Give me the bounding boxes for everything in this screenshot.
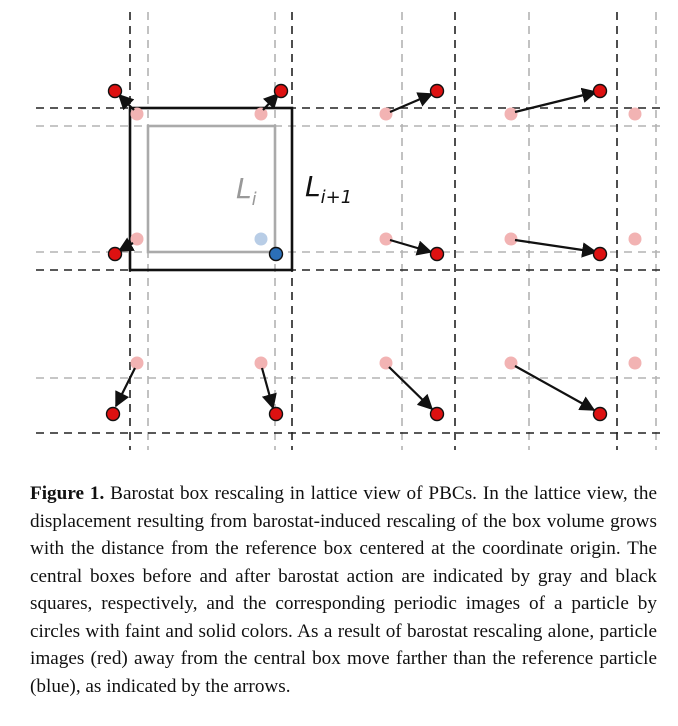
caption-text: Barostat box rescaling in lattice view of PBCs. In the lattice view, the displacement resulting from barostat-induced rescaling of the box volume grows with the distance from the reference box centered at the coordinate origin. The central boxes before and after barostat action are indicated by gray and black squares, respectively, and the corresponding periodic images of a particle by circles with faint and solid colors. As a result of barostat rescaling alone, particle images (red) away from the central box move farther than the reference particle (blue), as indicated by the arrows. <box>30 483 657 697</box>
displacement-arrow <box>262 368 273 408</box>
faint-particle <box>629 108 642 121</box>
faint-particle <box>629 357 642 370</box>
displacement-arrow <box>116 368 135 406</box>
particle-image <box>594 85 607 98</box>
particle-image <box>431 248 444 261</box>
faint-particles <box>131 108 642 370</box>
particle-image <box>109 85 122 98</box>
figure-caption <box>30 480 657 700</box>
outer-box-after <box>130 108 292 270</box>
displacement-arrow <box>390 240 431 252</box>
particle-image <box>594 248 607 261</box>
caption-label: Figure 1. <box>30 483 105 504</box>
label-outer-box: $L_{i+1}$ <box>305 170 353 208</box>
displacement-arrow <box>390 94 432 112</box>
faint-particle <box>505 108 518 121</box>
particle-image <box>275 85 288 98</box>
particle-image <box>431 408 444 421</box>
faint-reference-particle <box>255 233 268 246</box>
displacement-arrow <box>389 367 432 409</box>
faint-particle <box>131 357 144 370</box>
reference-particle <box>270 248 283 261</box>
faint-particle <box>629 233 642 246</box>
particle-image <box>594 408 607 421</box>
particle-image <box>109 248 122 261</box>
particle-image <box>107 408 120 421</box>
displacement-arrow <box>515 92 596 112</box>
displacement-arrow <box>515 366 594 410</box>
faint-particle <box>380 108 393 121</box>
faint-particle <box>255 108 268 121</box>
displacement-arrow <box>515 240 596 252</box>
particle-image <box>270 408 283 421</box>
faint-particle <box>380 233 393 246</box>
particle-image <box>431 85 444 98</box>
label-inner-box: $L_i$ <box>236 172 257 210</box>
faint-particle <box>255 357 268 370</box>
